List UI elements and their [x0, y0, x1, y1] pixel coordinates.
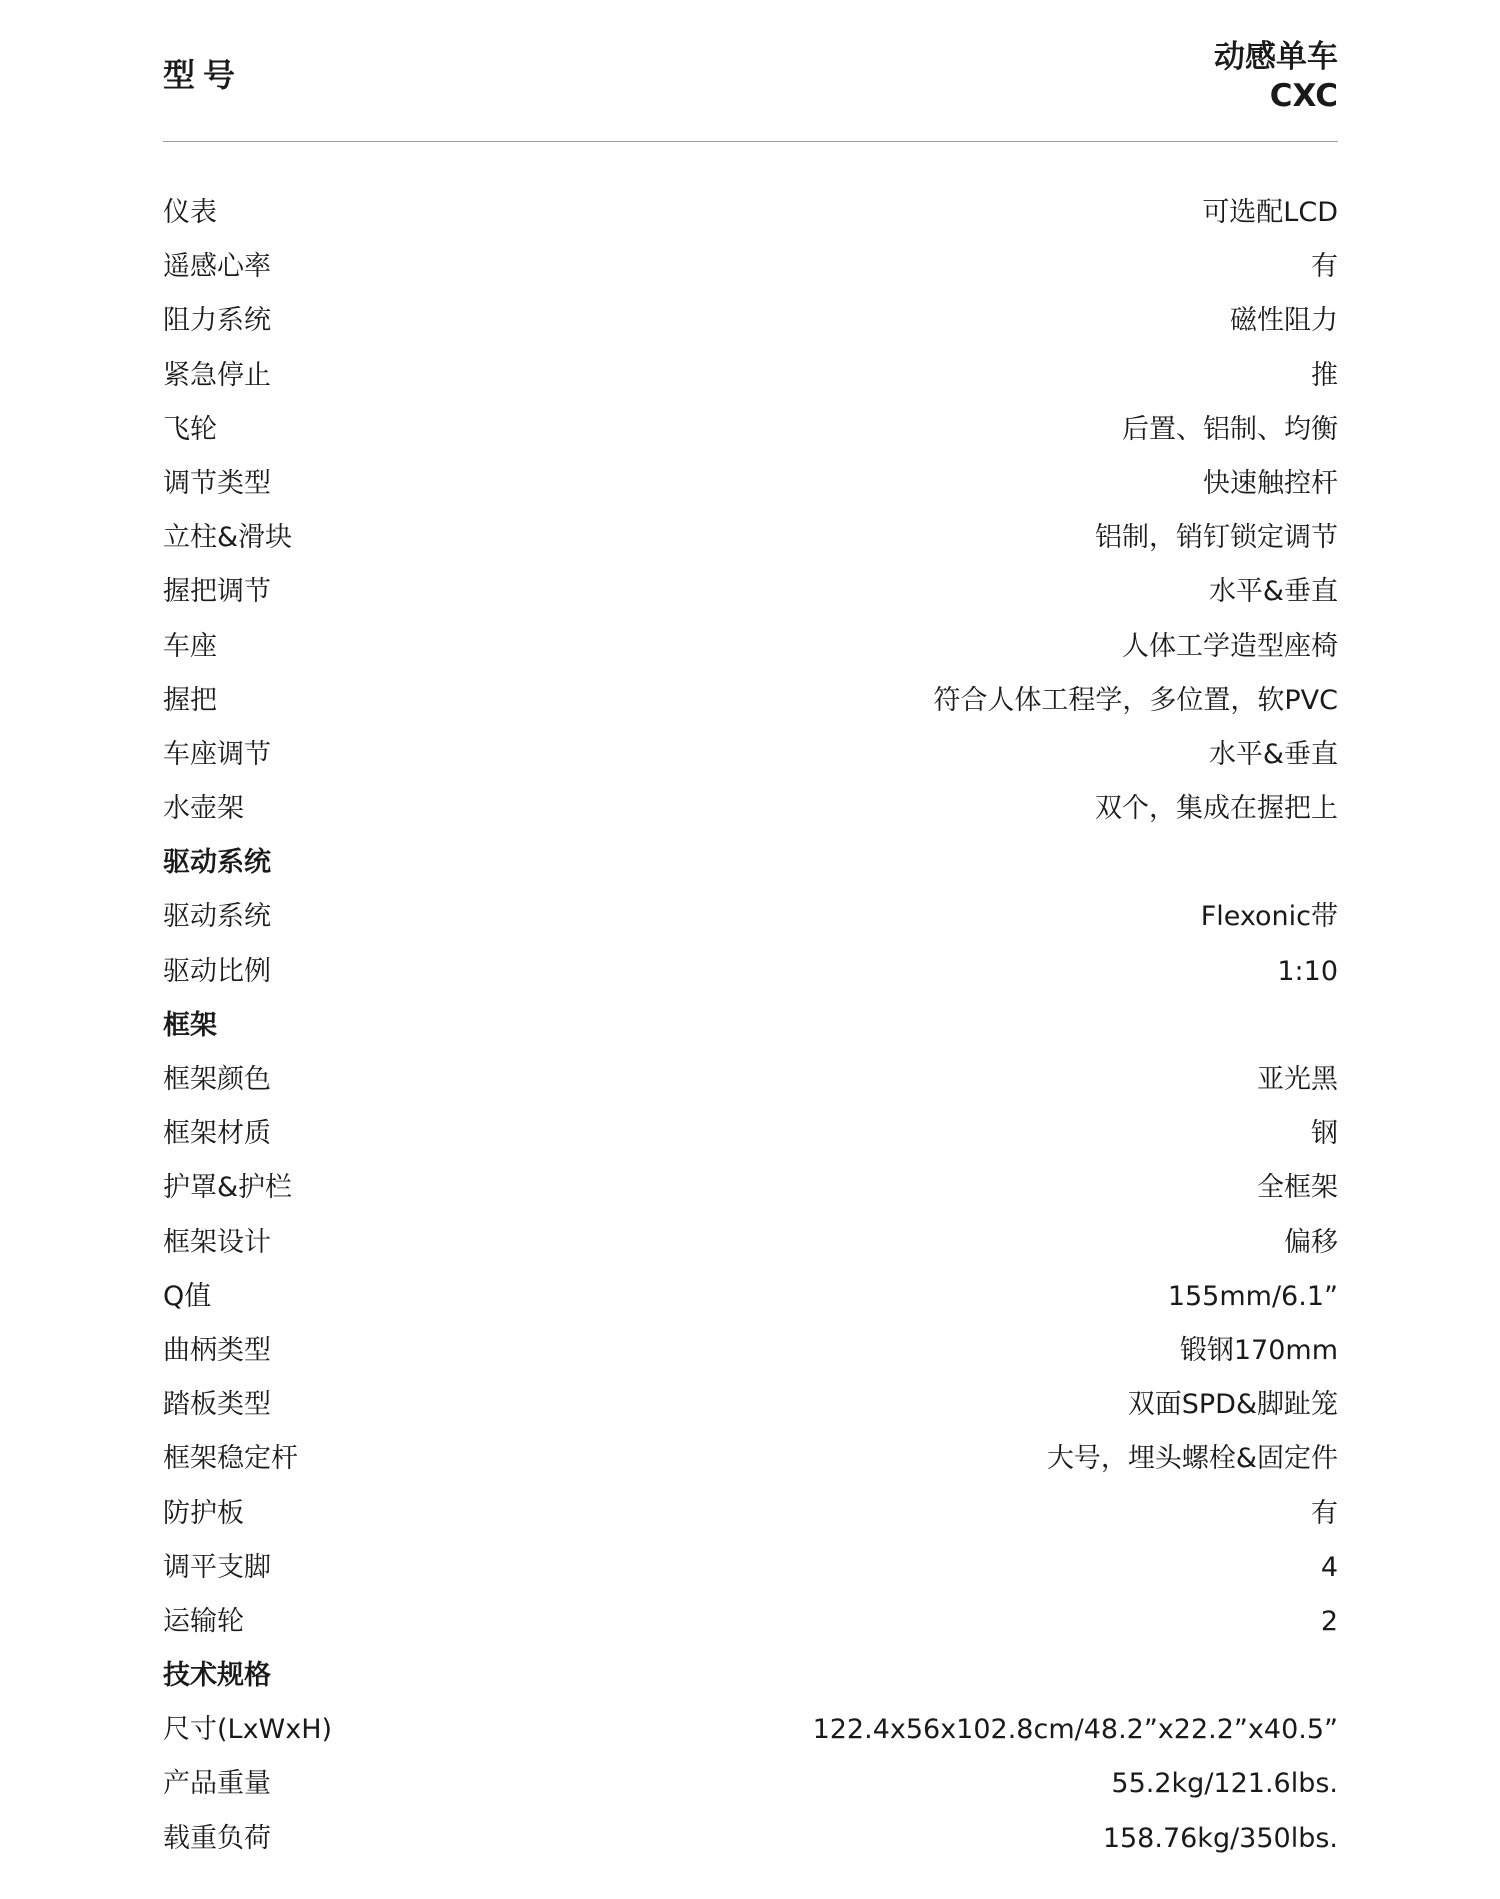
- spec-row: [163, 1053, 1338, 1107]
- section-heading: [163, 1649, 1338, 1703]
- spec-row: [163, 728, 1338, 782]
- spec-row: [163, 511, 1338, 565]
- spec-value: 大号，埋头螺栓&固定件: [1046, 1443, 1338, 1475]
- spec-value: 锻钢170mm: [1179, 1334, 1338, 1366]
- model-label: 型号: [163, 56, 244, 94]
- spec-label: 产品重量: [163, 1768, 271, 1800]
- spec-value: 55.2kg/121.6lbs.: [1111, 1768, 1338, 1800]
- spec-row: [163, 240, 1338, 294]
- spec-row: [163, 945, 1338, 999]
- spec-label: 握把: [163, 684, 217, 716]
- header-divider: [163, 141, 1338, 142]
- spec-label: 踏板类型: [163, 1389, 271, 1421]
- section-title: 框架: [163, 1009, 217, 1041]
- spec-label: 调节类型: [163, 467, 271, 499]
- spec-row: [163, 674, 1338, 728]
- spec-row: [163, 1378, 1338, 1432]
- spec-label: 飞轮: [163, 413, 217, 445]
- spec-label: 握把调节: [163, 576, 271, 608]
- spec-value: 双个，集成在握把上: [1095, 793, 1338, 825]
- spec-label: Q值: [163, 1280, 212, 1312]
- spec-row: [163, 186, 1338, 240]
- spec-value: 122.4x56x102.8cm/48.2”x22.2”x40.5”: [812, 1714, 1338, 1746]
- spec-value: 偏移: [1284, 1226, 1338, 1258]
- spec-value: 有: [1311, 251, 1338, 283]
- spec-row: [163, 565, 1338, 619]
- spec-row: [163, 457, 1338, 511]
- spec-value: 快速触控杆: [1203, 467, 1338, 499]
- spec-label: 调平支脚: [163, 1551, 271, 1583]
- spec-value: 水平&垂直: [1208, 738, 1338, 770]
- spec-value: 有: [1311, 1497, 1338, 1529]
- spec-value: 铝制，销钉锁定调节: [1095, 522, 1338, 554]
- spec-row: [163, 1107, 1338, 1161]
- spec-value: 4: [1320, 1551, 1338, 1583]
- product-code: CXC: [1269, 78, 1338, 114]
- spec-value: 亚光黑: [1257, 1064, 1338, 1095]
- spec-row: [163, 1487, 1338, 1541]
- section-title: 技术规格: [163, 1660, 271, 1692]
- spec-label: 水壶架: [163, 793, 244, 825]
- spec-value: 全框架: [1257, 1172, 1338, 1204]
- spec-row: [163, 1270, 1338, 1324]
- spec-value: 符合人体工程学，多位置，软PVC: [933, 684, 1338, 716]
- spec-label: 阻力系统: [163, 305, 271, 337]
- spec-label: 驱动比例: [163, 955, 271, 987]
- spec-value: 人体工学造型座椅: [1122, 630, 1338, 662]
- spec-label: 载重负荷: [163, 1822, 271, 1854]
- spec-label: 尺寸(LxWxH): [163, 1714, 333, 1746]
- section-heading: [163, 836, 1338, 890]
- spec-value: 推: [1311, 359, 1338, 391]
- spec-value: 水平&垂直: [1208, 576, 1338, 608]
- spec-table: [163, 186, 1338, 1866]
- spec-row: [163, 620, 1338, 674]
- spec-row: [163, 1757, 1338, 1811]
- product-title: [1214, 38, 1338, 116]
- spec-value: 1:10: [1277, 955, 1338, 987]
- spec-value: 155mm/6.1”: [1167, 1280, 1338, 1312]
- spec-row: [163, 1812, 1338, 1866]
- spec-row: [163, 1324, 1338, 1378]
- spec-label: 紧急停止: [163, 359, 271, 391]
- spec-row: [163, 1703, 1338, 1757]
- spec-value: 后置、铝制、均衡: [1122, 413, 1338, 445]
- spec-label: 仪表: [163, 197, 217, 228]
- spec-row: [163, 403, 1338, 457]
- spec-label: 驱动系统: [163, 901, 271, 933]
- spec-row: [163, 1432, 1338, 1486]
- spec-row: [163, 1541, 1338, 1595]
- spec-label: 曲柄类型: [163, 1334, 271, 1366]
- spec-sheet: [163, 0, 1338, 1854]
- spec-label: 护罩&护栏: [163, 1172, 293, 1204]
- spec-header: [163, 0, 1338, 142]
- spec-value: 可选配LCD: [1202, 197, 1338, 228]
- spec-label: 立柱&滑块: [163, 522, 293, 554]
- spec-row: [163, 294, 1338, 348]
- spec-value: 2: [1320, 1605, 1338, 1637]
- spec-label: 遥感心率: [163, 251, 271, 283]
- spec-label: 框架稳定杆: [163, 1443, 298, 1475]
- spec-label: 车座调节: [163, 738, 271, 770]
- spec-row: [163, 349, 1338, 403]
- spec-value: 158.76kg/350lbs.: [1102, 1822, 1338, 1854]
- spec-row: [163, 1161, 1338, 1215]
- spec-label: 运输轮: [163, 1605, 244, 1637]
- spec-row: [163, 1595, 1338, 1649]
- spec-value: Flexonic带: [1200, 901, 1338, 933]
- spec-label: 框架设计: [163, 1226, 271, 1258]
- spec-value: 磁性阻力: [1230, 305, 1338, 337]
- spec-row: [163, 782, 1338, 836]
- spec-label: 框架颜色: [163, 1064, 271, 1095]
- spec-label: 防护板: [163, 1497, 244, 1529]
- section-title: 驱动系统: [163, 847, 271, 879]
- section-heading: [163, 999, 1338, 1053]
- spec-value: 双面SPD&脚趾笼: [1127, 1389, 1338, 1421]
- spec-label: 框架材质: [163, 1118, 271, 1150]
- spec-row: [163, 1216, 1338, 1270]
- spec-label: 车座: [163, 630, 217, 662]
- spec-row: [163, 890, 1338, 944]
- spec-value: 钢: [1311, 1118, 1338, 1150]
- product-name: 动感单车: [1214, 39, 1338, 75]
